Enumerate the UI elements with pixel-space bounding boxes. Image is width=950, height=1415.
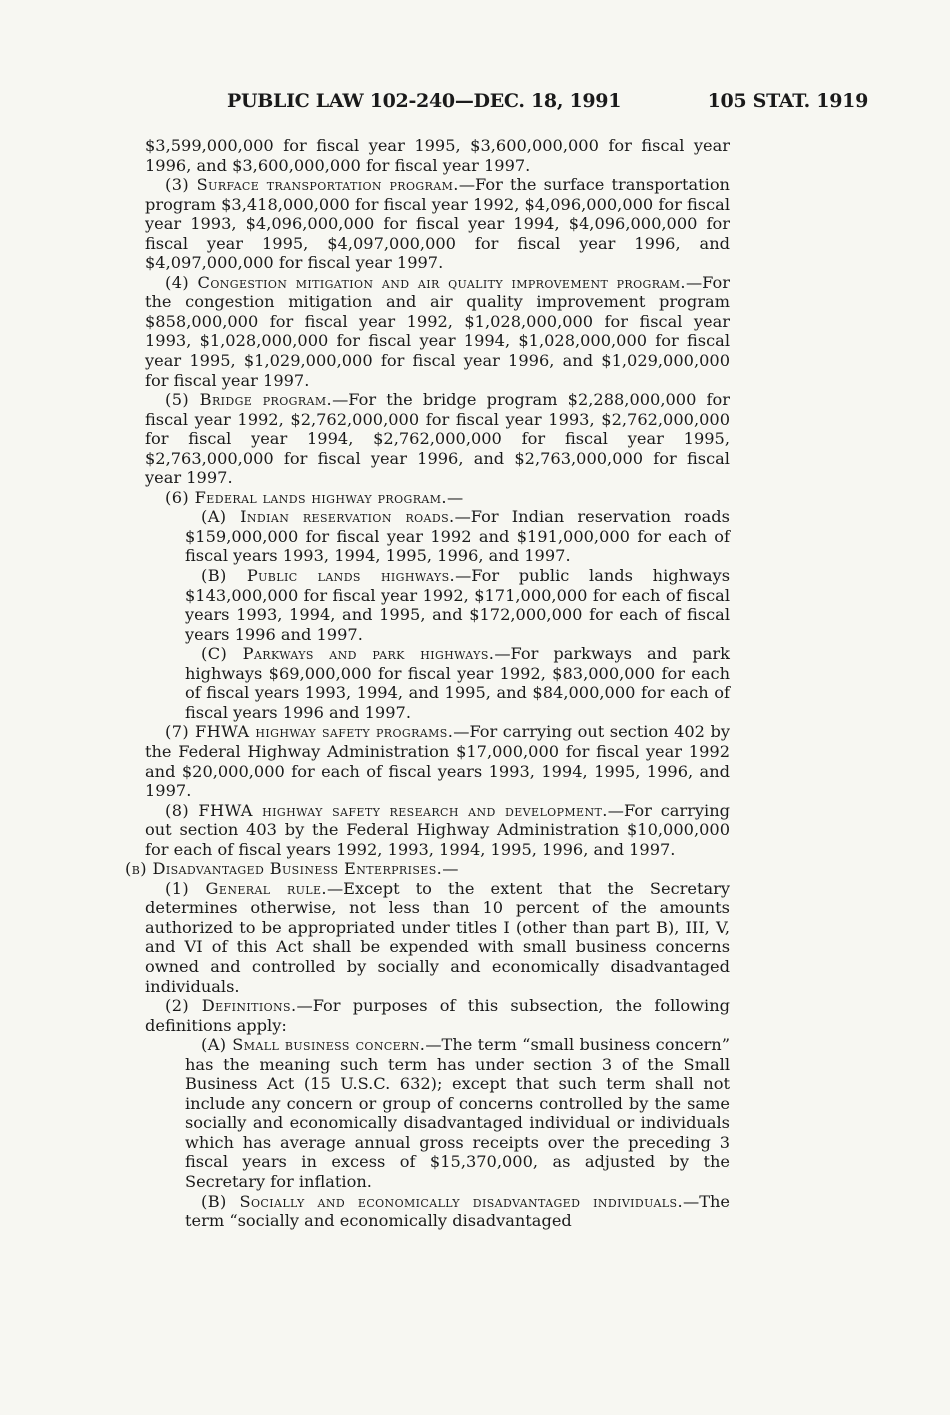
paragraph-text: $3,599,000,000 for fiscal year 1995, $3,600,000,000 for fiscal year 1996, and $3,600,000,000 for fiscal year 1997. bbox=[145, 136, 730, 175]
paragraph-label: (6) Federal lands highway program. bbox=[165, 487, 447, 507]
statute-body bbox=[125, 136, 731, 1231]
paragraph-label: (3) Surface transportation program. bbox=[165, 175, 459, 195]
paragraph-label: (2) Definitions. bbox=[165, 996, 297, 1016]
paragraph-text: —For Indian reservation roads $159,000,000 for fiscal year 1992 and $191,000,000 for each of fiscal years 1993, 1994, 1995, 1996, and 1997. bbox=[185, 507, 730, 566]
paragraph-fhwa-safety-programs bbox=[145, 722, 730, 800]
paragraph-text: — bbox=[446, 487, 464, 507]
paragraph-continuation bbox=[145, 136, 730, 175]
paragraph-text: —For carrying out section 403 by the Federal Highway Administration $10,000,000 for each of fiscal years 1992, 1993, 1994, 1995, 1996, and 1997. bbox=[145, 800, 731, 859]
paragraph-text: — bbox=[442, 859, 459, 879]
paragraph-text: —For parkways and park highways $69,000,000 for fiscal year 1992, $83,000,000 for each of fiscal years 1993, 1994, and 1995, and $84,000,000 for each of fiscal years 1996 and 1997. bbox=[185, 644, 730, 722]
running-header-title: PUBLIC LAW 102-240—DEC. 18, 1991 bbox=[227, 90, 622, 112]
paragraph-text: —For public lands highways $143,000,000 for fiscal year 1992, $171,000,000 for each of fiscal years 1993, 1994, and 1995, and $172,000,000 for each of fiscal years 1996 and 1997. bbox=[185, 566, 730, 644]
paragraph-label: (C) Parkways and park highways. bbox=[201, 644, 495, 664]
paragraph-text: —For carrying out section 402 by the Federal Highway Administration $17,000,000 for fiscal year 1992 and $20,000,000 for each of fiscal years 1993, 1994, 1995, 1996, and 1997. bbox=[145, 722, 730, 801]
paragraph-surface-transportation bbox=[145, 175, 730, 273]
paragraph-public-lands-highways bbox=[145, 566, 730, 644]
paragraph-congestion-mitigation bbox=[145, 273, 730, 390]
paragraph-label: (1) General rule. bbox=[165, 878, 327, 898]
paragraph-definitions bbox=[145, 996, 730, 1035]
paragraph-text: —For the surface transportation program $3,418,000,000 for fiscal year 1992, $4,096,000,000 for fiscal year 1993, $4,096,000,000 for fiscal year 1994, $4,096,000,000 for fiscal year 1995, $4,097,000,000 for fiscal year 1996, and $4,097,000,000 for fiscal year 1997. bbox=[145, 175, 730, 273]
paragraph-bridge-program bbox=[145, 390, 730, 488]
paragraph-text: —Except to the extent that the Secretary determines otherwise, not less than 10 percent of the amounts authorized to be appropriated under titles I (other than part B), III, V, and VI of this Act shall be expended with small business concerns owned and controlled by socially and economically disadvantaged individuals. bbox=[145, 878, 730, 996]
paragraph-label: (A) Indian reservation roads. bbox=[201, 507, 455, 527]
paragraph-small-business-concern bbox=[145, 1035, 730, 1191]
page-header bbox=[0, 90, 950, 114]
paragraph-fhwa-safety-research bbox=[145, 801, 730, 860]
subsection-disadvantaged-business bbox=[125, 859, 730, 879]
paragraph-text: —The term “small business concern” has the meaning such term has under section 3 of the Small Business Act (15 U.S.C. 632); except that such term shall not include any concern or group of concerns controlled by the same socially and economically disadvantaged individual or individuals which has average annual gross receipts over the preceding 3 fiscal years in excess of $15,370,000, as adjusted by the Secretary for inflation. bbox=[185, 1035, 730, 1191]
paragraph-label: (4) Congestion mitigation and air quality improvement program. bbox=[165, 272, 686, 292]
paragraph-label: (8) FHWA highway safety research and development. bbox=[165, 800, 608, 820]
paragraph-text: —The term “socially and economically disadvantaged bbox=[185, 1191, 730, 1231]
paragraph-label: (B) Public lands highways. bbox=[201, 566, 456, 586]
paragraph-text: —For the bridge program $2,288,000,000 for fiscal year 1992, $2,762,000,000 for fiscal year 1993, $2,762,000,000 for fiscal year 1994, $2,762,000,000 for fiscal year 1995, $2,763,000,000 for fiscal year 1996, and $2,763,000,000 for fiscal year 1997. bbox=[145, 390, 730, 488]
paragraph-general-rule bbox=[145, 879, 730, 996]
paragraph-label: (7) FHWA highway safety programs. bbox=[165, 722, 454, 742]
paragraph-label: (5) Bridge program. bbox=[165, 390, 333, 410]
paragraph-label: (B) Socially and economically disadvantaged individuals. bbox=[201, 1191, 683, 1211]
statute-page-number: 105 STAT. 1919 bbox=[707, 90, 868, 112]
paragraph-text: —For the congestion mitigation and air quality improvement program $858,000,000 for fiscal year 1992, $1,028,000,000 for fiscal year 1993, $1,028,000,000 for fiscal year 1994, $1,028,000,000 for fiscal year 1995, $1,029,000,000 for fiscal year 1996, and $1,029,000,000 for fiscal year 1997. bbox=[145, 272, 730, 390]
paragraph-indian-reservation-roads bbox=[145, 507, 730, 566]
paragraph-parkways bbox=[145, 644, 730, 722]
paragraph-disadvantaged-individuals bbox=[145, 1192, 730, 1231]
paragraph-text: —For purposes of this subsection, the following definitions apply: bbox=[145, 996, 731, 1035]
paragraph-federal-lands bbox=[145, 488, 730, 508]
paragraph-label: (A) Small business concern. bbox=[201, 1035, 426, 1055]
paragraph-label: (b) Disadvantaged Business Enterprises. bbox=[125, 859, 443, 879]
